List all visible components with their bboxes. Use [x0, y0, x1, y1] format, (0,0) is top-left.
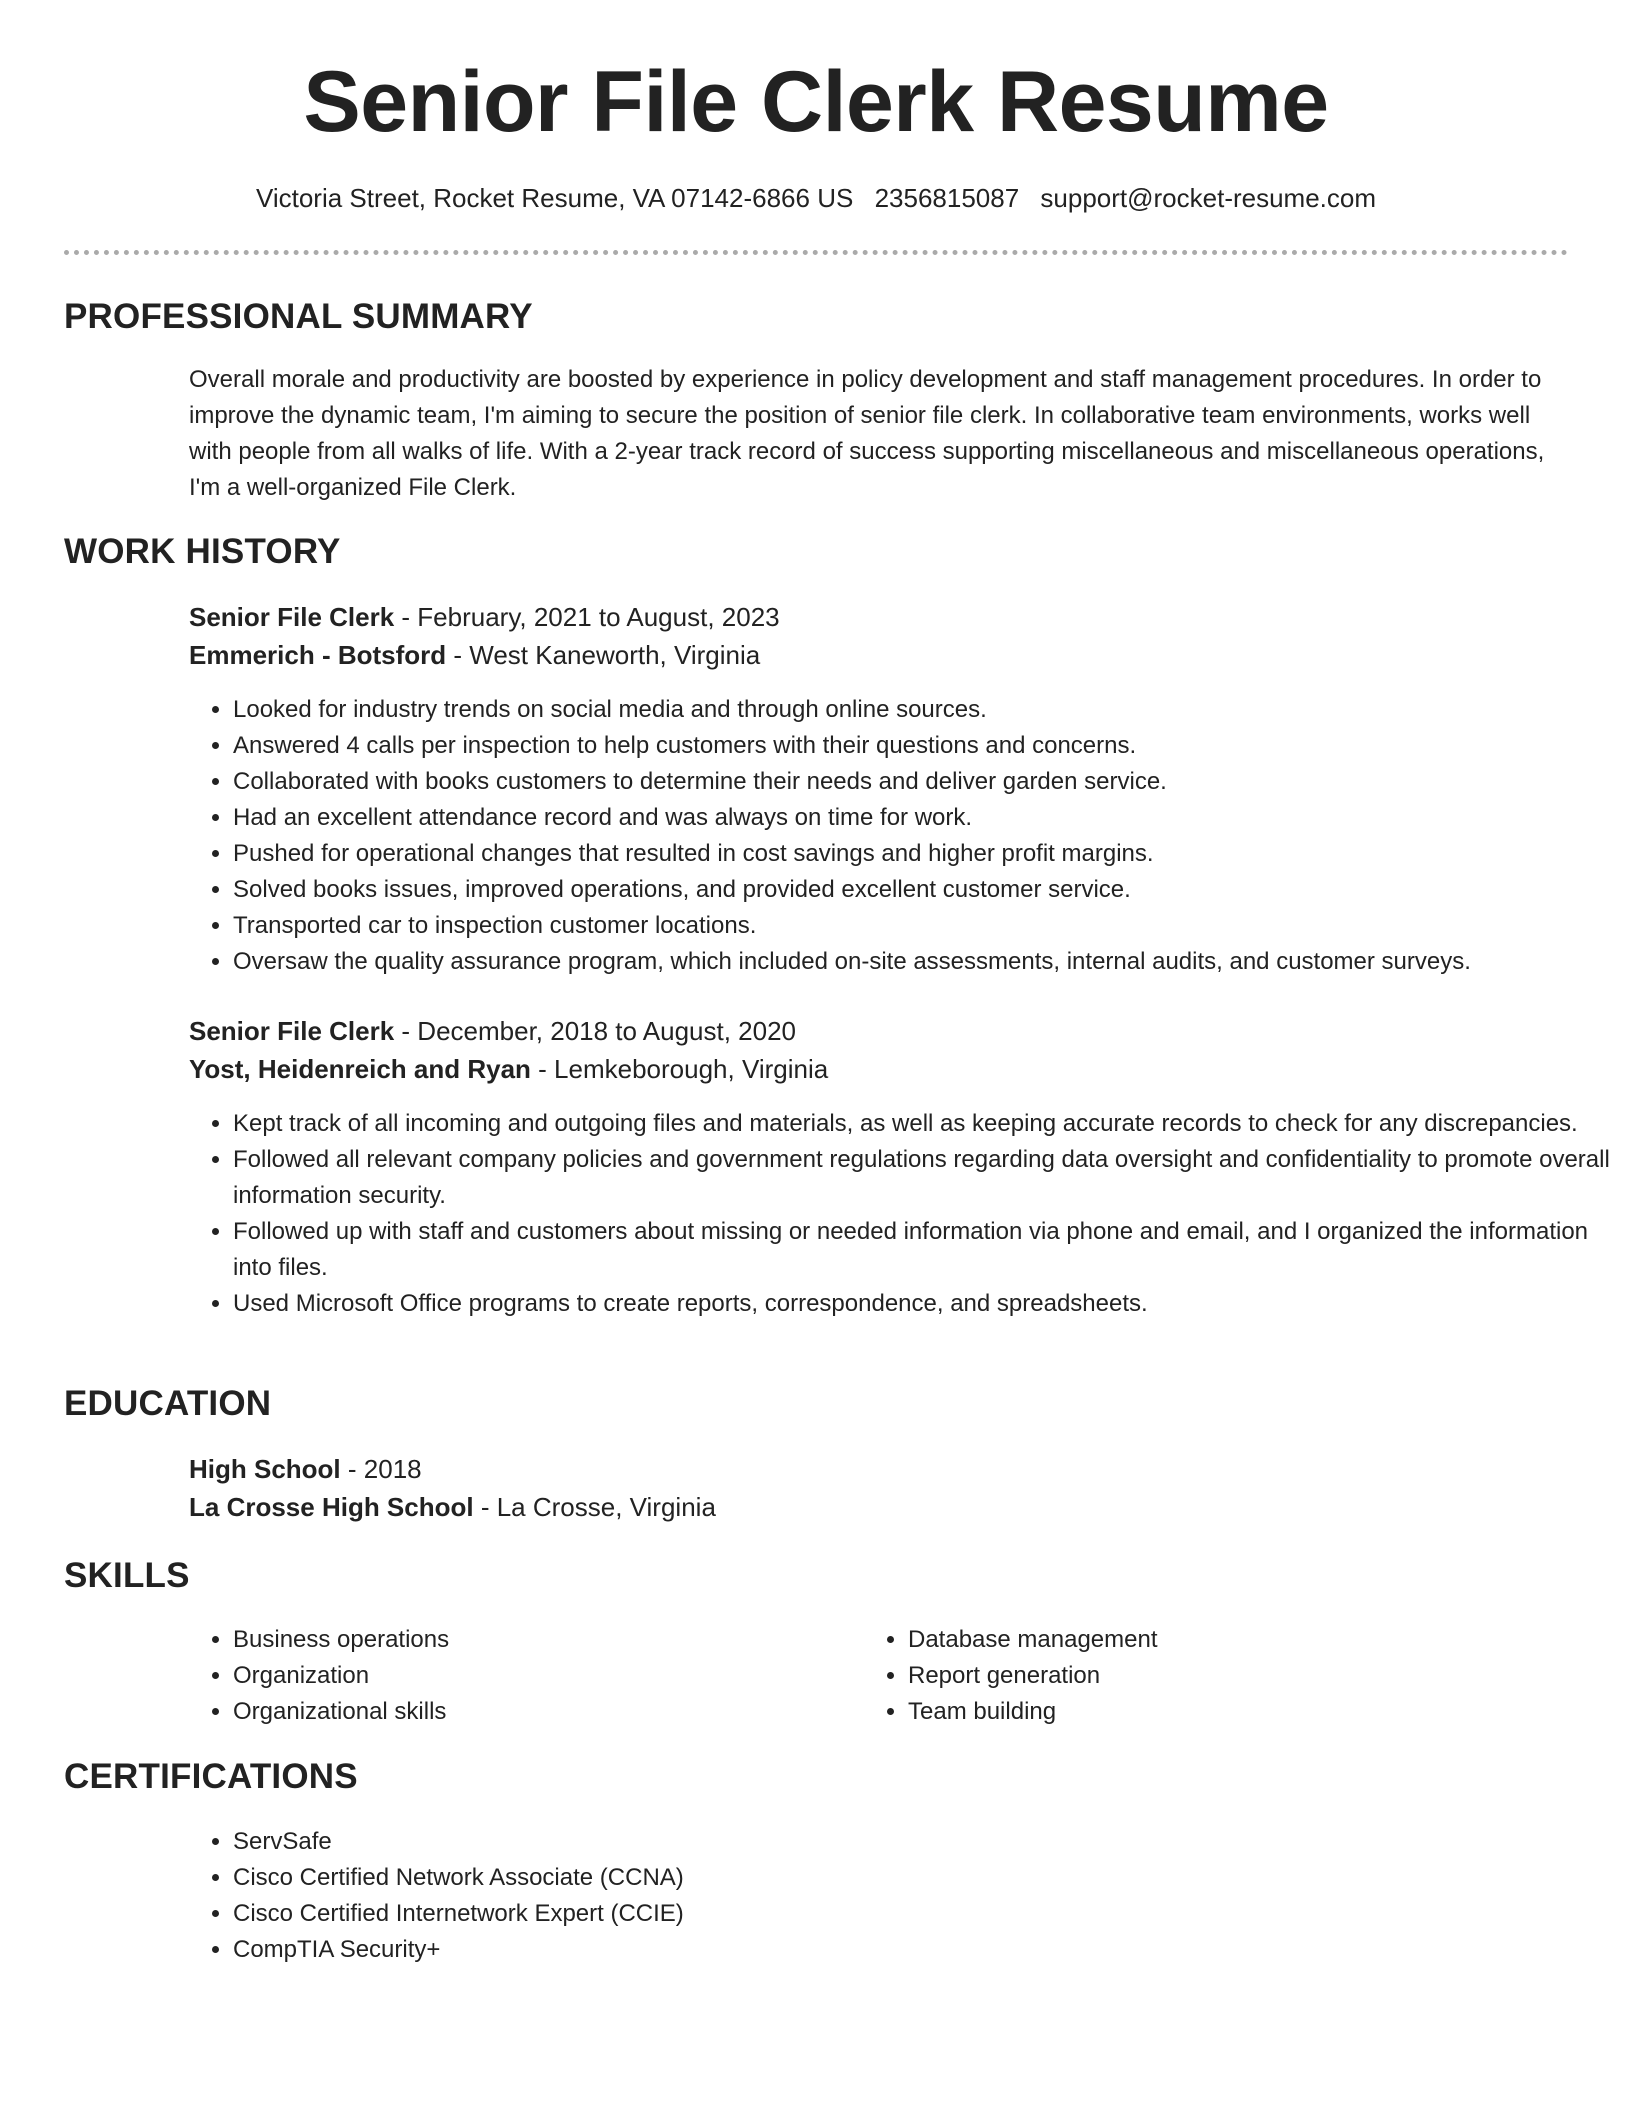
- job-1-title-line: [189, 598, 780, 636]
- list-item: • Had an excellent attendance record and was always on time for work.: [233, 800, 1613, 836]
- education-location: - La Crosse, Virginia: [473, 1492, 716, 1522]
- job-2-dates: - December, 2018 to August, 2020: [394, 1016, 797, 1046]
- list-item: • Team building: [908, 1694, 1538, 1730]
- list-item: • Followed up with staff and customers about missing or needed information via phone and email, and I organized the information into files.: [233, 1214, 1613, 1286]
- education-school-line: [189, 1488, 716, 1526]
- list-item: • Followed all relevant company policies and government regulations regarding data oversight and confidentiality to promote overall information security.: [233, 1142, 1613, 1214]
- list-item: • Oversaw the quality assurance program, which included on-site assessments, internal audits, and customer surveys.: [233, 944, 1613, 980]
- job-1-bullets: [189, 692, 1613, 980]
- education-year: - 2018: [340, 1454, 422, 1484]
- contact-email: support@rocket-resume.com: [1040, 183, 1377, 213]
- job-2-company-line: [189, 1050, 828, 1088]
- page-title: Senior File Clerk Resume: [303, 54, 1329, 150]
- list-item: • Used Microsoft Office programs to create reports, correspondence, and spreadsheets.: [233, 1286, 1613, 1322]
- education-school: La Crosse High School: [189, 1492, 474, 1522]
- list-item: • Report generation: [908, 1658, 1538, 1694]
- job-2-title-line: [189, 1012, 796, 1050]
- education-degree-line: [189, 1450, 422, 1488]
- list-item: • Business operations: [233, 1622, 863, 1658]
- work-history-heading: WORK HISTORY: [64, 532, 341, 571]
- job-1-company-line: [189, 636, 760, 674]
- list-item: • Organization: [233, 1658, 863, 1694]
- list-item: • Cisco Certified Internetwork Expert (CCIE): [233, 1896, 1613, 1932]
- job-2-bullets: [189, 1106, 1613, 1322]
- list-item: • Pushed for operational changes that resulted in cost savings and higher profit margins.: [233, 836, 1613, 872]
- education-degree: High School: [189, 1454, 341, 1484]
- certifications-heading: CERTIFICATIONS: [64, 1757, 358, 1796]
- skills-list-right: [864, 1622, 1538, 1730]
- job-2-company: Yost, Heidenreich and Ryan: [189, 1054, 531, 1084]
- skills-list-left: [189, 1622, 863, 1730]
- list-item: • Looked for industry trends on social media and through online sources.: [233, 692, 1613, 728]
- list-item: • CompTIA Security+: [233, 1932, 1613, 1968]
- job-1-title: Senior File Clerk: [189, 602, 395, 632]
- summary-heading: PROFESSIONAL SUMMARY: [64, 297, 533, 336]
- contact-line: [0, 180, 1632, 216]
- list-item: • Kept track of all incoming and outgoing files and materials, as well as keeping accurate records to check for any discrepancies.: [233, 1106, 1613, 1142]
- job-2-title: Senior File Clerk: [189, 1016, 395, 1046]
- education-heading: EDUCATION: [64, 1384, 272, 1423]
- list-item: • Solved books issues, improved operations, and provided excellent customer service.: [233, 872, 1613, 908]
- list-item: • Organizational skills: [233, 1694, 863, 1730]
- job-1-location: - West Kaneworth, Virginia: [446, 640, 761, 670]
- contact-phone: 2356815087: [874, 183, 1020, 213]
- job-1-dates: - February, 2021 to August, 2023: [394, 602, 780, 632]
- list-item: • Cisco Certified Network Associate (CCNA): [233, 1860, 1613, 1896]
- list-item: • Transported car to inspection customer locations.: [233, 908, 1613, 944]
- summary-text: Overall morale and productivity are boosted by experience in policy development and staff management procedures. In order to improve the dynamic team, I'm aiming to secure the position of senior file clerk. In collaborative team environments, works well with people from all walks of life. With a 2-year track record of success supporting miscellaneous and miscellaneous operations, I'm a well-organized File Clerk.: [189, 366, 1545, 501]
- list-item: • Collaborated with books customers to determine their needs and deliver garden service.: [233, 764, 1613, 800]
- skills-heading: SKILLS: [64, 1556, 190, 1595]
- certifications-list: [189, 1824, 1613, 1968]
- job-2-location: - Lemkeborough, Virginia: [530, 1054, 829, 1084]
- contact-address: Victoria Street, Rocket Resume, VA 07142-6866 US: [255, 183, 854, 213]
- job-1-company: Emmerich - Botsford: [189, 640, 447, 670]
- list-item: • Answered 4 calls per inspection to help customers with their questions and concerns.: [233, 728, 1613, 764]
- header-divider: [64, 250, 1568, 255]
- list-item: • Database management: [908, 1622, 1538, 1658]
- list-item: • ServSafe: [233, 1824, 1613, 1860]
